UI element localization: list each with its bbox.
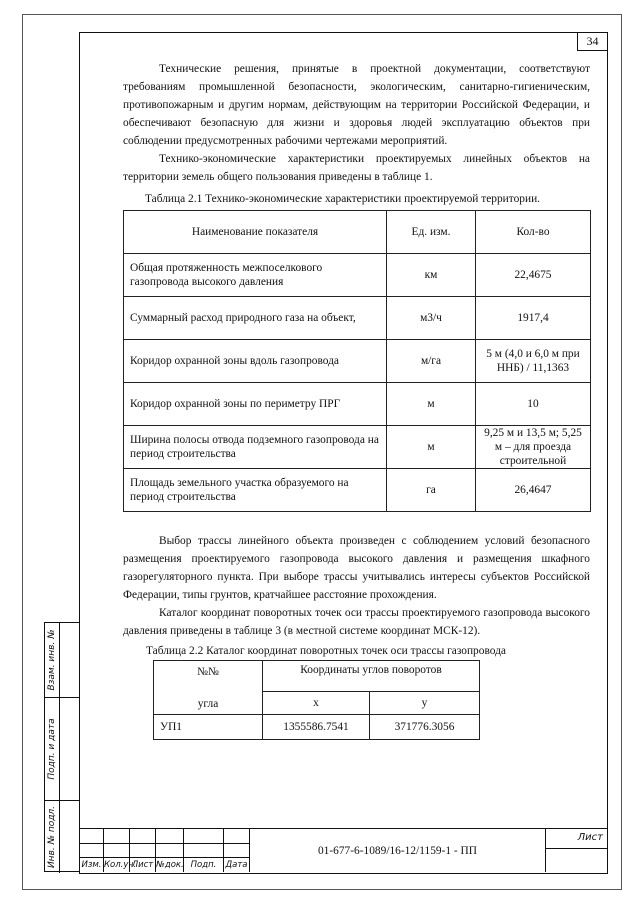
cell-value: 9,25 м и 13,5 м; 5,25 м – для проезда строительной <box>476 426 591 469</box>
table-row <box>154 715 480 740</box>
cell-value: 26,4647 <box>476 469 591 512</box>
route-text <box>123 532 590 640</box>
paragraph: Каталог координат поворотных точек оси трассы проектируемого газопровода высокого давления приведены в таблице 3 (в местной системе координат МСК-12). <box>123 607 590 637</box>
table-row <box>124 297 591 340</box>
cell-unit: м/га <box>387 340 476 383</box>
sheet-number-cell <box>545 848 607 872</box>
cell-value: 1917,4 <box>476 297 591 340</box>
table1-caption: Таблица 2.1 Технико-экономические характеристики проектируемой территории. <box>145 193 541 205</box>
intro-text <box>123 60 590 186</box>
cell-value: 5 м (4,0 и 6,0 м при ННБ) / 11,1363 <box>476 340 591 383</box>
cell-unit: м <box>387 426 476 469</box>
cell-point: УП1 <box>154 715 263 740</box>
table2-caption: Таблица 2.2 Каталог координат поворотных точек оси трассы газопровода <box>146 645 506 657</box>
label-kol-uch: Кол.уч. <box>103 857 129 872</box>
label-podp: Подп. <box>183 857 223 872</box>
cell-value: 10 <box>476 383 591 426</box>
cell-value: 22,4675 <box>476 254 591 297</box>
header-x: x <box>263 692 370 715</box>
title-block <box>79 828 607 872</box>
table-row <box>124 254 591 297</box>
cell-name: Ширина полосы отвода подземного газопровода на период строительства <box>124 426 387 469</box>
table-row <box>124 469 591 512</box>
table-row <box>124 426 591 469</box>
header-y: y <box>370 692 480 715</box>
header-cell: Ед. изм. <box>387 211 476 254</box>
side-stamp-row <box>45 623 80 698</box>
label-doc: №док. <box>155 857 183 872</box>
label-list: Лист <box>129 857 155 872</box>
side-stamp <box>44 622 79 872</box>
paragraph: Выбор трассы линейного объекта произведен с соблюдением условий безопасного размещения проектируемого газопровода высокого давления и размещения шкафного газорегуляторного пункта. При выборе трассы учитывались интересы субъектов Российской Федерации, типы грунтов, кратчайшее расстояние прохождения. <box>123 535 590 601</box>
sheet-label: Лист <box>545 828 607 848</box>
cell-unit: м <box>387 383 476 426</box>
cell-unit: км <box>387 254 476 297</box>
cell-name: Общая протяженность межпоселкового газопровода высокого давления <box>124 254 387 297</box>
header-num-cell <box>154 661 263 715</box>
header-coords: Координаты углов поворотов <box>263 661 480 692</box>
header-num-bottom: угла <box>197 697 219 710</box>
side-stamp-row <box>45 698 80 801</box>
header-cell: Кол-во <box>476 211 591 254</box>
side-label: Инв. № подл. <box>47 805 57 869</box>
document-code: 01-677-6-1089/16-12/1159-1 - ПП <box>249 828 545 872</box>
cell-name: Коридор охранной зоны вдоль газопровода <box>124 340 387 383</box>
cell-name: Площадь земельного участка образуемого на период строительства <box>124 469 387 512</box>
paragraph: Технические решения, принятые в проектной документации, соответствуют требованиям промышленной безопасности, экологическим, санитарно-гигиеническим, противопожарным и другим нормам, действующим на территории Российской Федерации, и обеспечивают безопасную для жизни и здоровья людей эксплуатацию объектов при соблюдении предусмотренных рабочими чертежами мероприятий. <box>123 63 590 147</box>
page-number: 34 <box>577 32 607 51</box>
cell-y: 371776.3056 <box>370 715 480 740</box>
cell-name: Суммарный расход природного газа на объект, <box>124 297 387 340</box>
cell-x: 1355586.7541 <box>263 715 370 740</box>
side-stamp-row <box>45 801 80 873</box>
table-header-row <box>154 661 480 692</box>
cell-unit: м3/ч <box>387 297 476 340</box>
cell-unit: га <box>387 469 476 512</box>
cell-name: Коридор охранной зоны по периметру ПРГ <box>124 383 387 426</box>
table-row <box>124 340 591 383</box>
side-label: Подп. и дата <box>47 718 57 780</box>
header-num-top: №№ <box>197 665 219 678</box>
label-izm: Изм. <box>79 857 103 872</box>
table-header-row <box>124 211 591 254</box>
table-characteristics <box>123 210 591 512</box>
header-cell: Наименование показателя <box>124 211 387 254</box>
table-row <box>124 383 591 426</box>
label-data: Дата <box>223 857 249 872</box>
side-label: Взам. инв. № <box>47 629 57 691</box>
paragraph: Технико-экономические характеристики проектируемых линейных объектов на территории земель общего пользования приведены в таблице 1. <box>123 153 590 183</box>
table-coordinates <box>153 660 480 740</box>
